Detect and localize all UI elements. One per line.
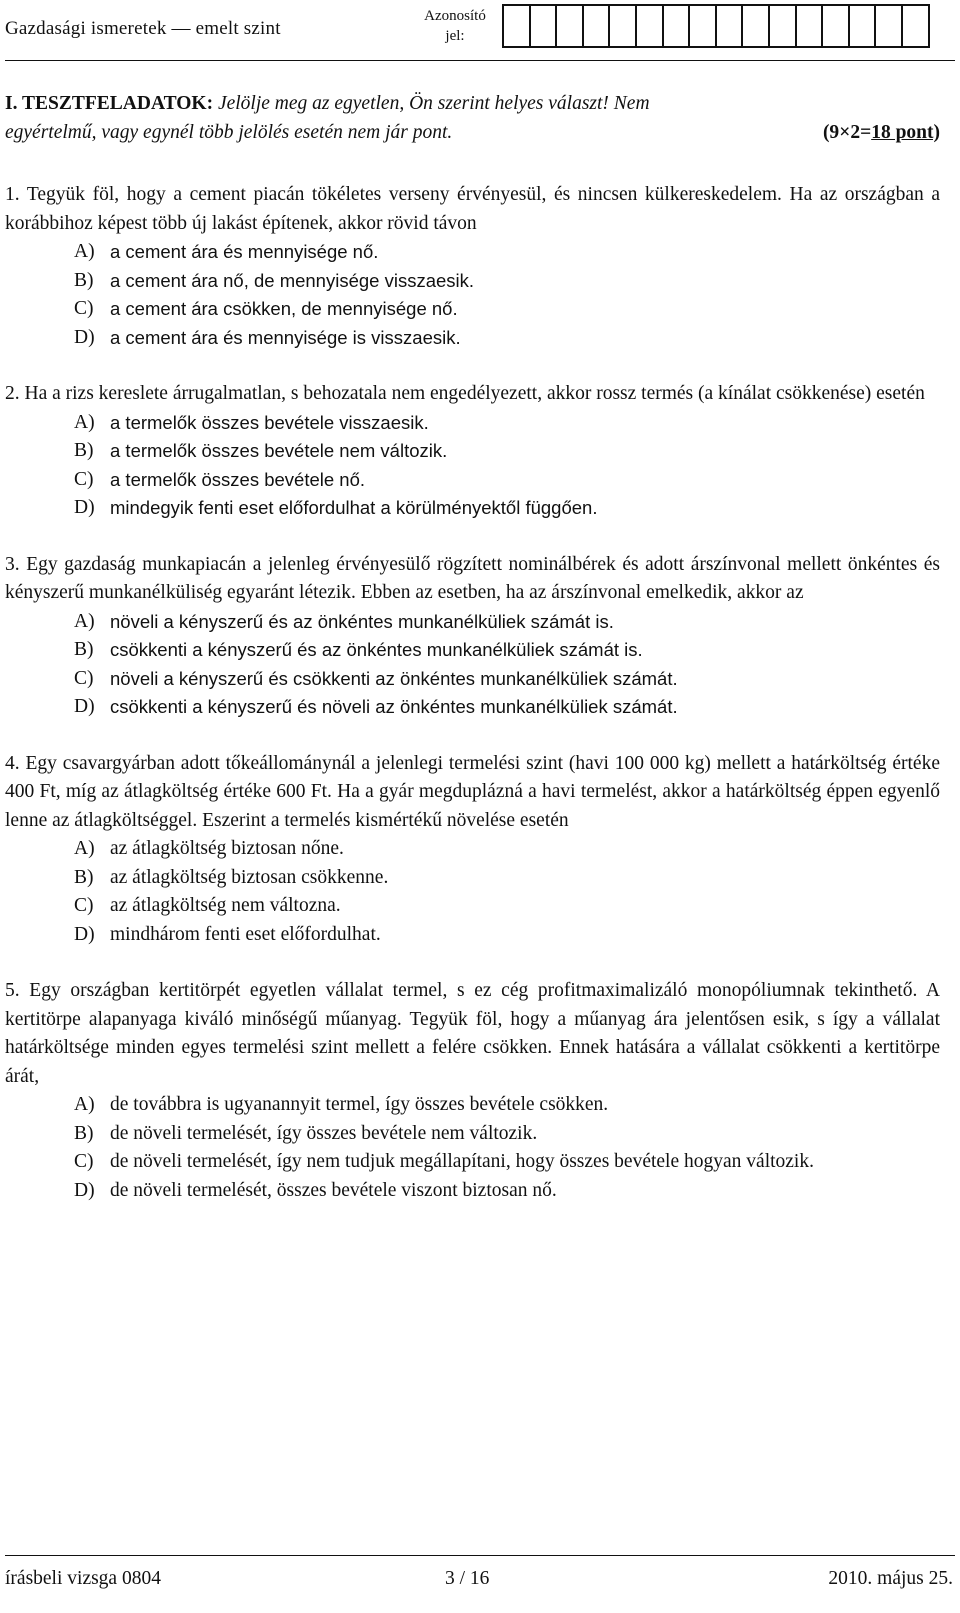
answer-option[interactable] — [5, 892, 940, 921]
question-stem: 3. Egy gazdaság munkapiacán a jelenleg érvényesülő rögzített nominálbérek és adott árszínvonal mellett önkéntes és kényszerű munkanélküliség egyaránt létezik. Ebben az esetben, ha az árszínvonal emelkedik, akkor az — [5, 553, 940, 603]
footer-divider — [5, 1555, 955, 1556]
option-text: mindegyik fenti eset előfordulhat a körülményektől függően. — [110, 497, 598, 518]
option-text: csökkenti a kényszerű és az önkéntes munkanélküliek számát is. — [110, 639, 643, 660]
option-text: a termelők összes bevétele nem változik. — [110, 440, 448, 461]
id-code-box[interactable] — [821, 4, 850, 48]
id-code-boxes — [502, 4, 928, 48]
option-text: az átlagköltség nem változna. — [110, 895, 341, 916]
option-text: mindhárom fenti eset előfordulhat. — [110, 923, 381, 945]
answer-option[interactable] — [5, 1148, 940, 1177]
option-key: D) — [74, 1179, 95, 1201]
option-key: D) — [74, 923, 95, 945]
option-key: A) — [74, 838, 95, 859]
option-text: a termelők összes bevétele visszaesik. — [110, 411, 429, 433]
id-code-box[interactable] — [768, 4, 797, 48]
option-text: növeli a kényszerű és az önkéntes munkanélküliek számát is. — [110, 610, 614, 632]
option-text: a cement ára és mennyisége is visszaesik. — [110, 326, 461, 348]
option-key: A) — [74, 610, 95, 632]
section-title-bold: I. TESZTFELADATOK: — [5, 93, 214, 114]
option-key: C) — [74, 895, 94, 916]
option-text: de növeli termelését, összes bevétele viszont biztosan nő. — [110, 1179, 557, 1201]
answer-option[interactable] — [5, 1177, 940, 1206]
section-instructions-2: egyértelmű, vagy egynél több jelölés esetén nem jár pont. — [5, 121, 453, 143]
answer-option[interactable] — [5, 1091, 940, 1120]
answer-options — [5, 409, 940, 523]
option-text: de továbbra is ugyanannyit termel, így összes bevétele csökken. — [110, 1094, 609, 1115]
answer-option[interactable] — [5, 693, 940, 722]
section-instructions-1: Jelölje meg az egyetlen, Ön szerint helyes választ! Nem — [217, 93, 650, 114]
answer-options — [5, 608, 940, 722]
answer-option[interactable] — [5, 324, 940, 353]
option-text: de növeli termelését, így összes bevétele nem változik. — [110, 1122, 538, 1144]
option-key: D) — [74, 497, 95, 518]
id-code-box[interactable] — [582, 4, 611, 48]
id-code-box[interactable] — [901, 4, 930, 48]
question-stem: 1. Tegyük föl, hogy a cement piacán tökéletes verseny érvényesül, és nincsen külkereskedelem. Ha az országban a korábbihoz képest több új lakást építenek, akkor rövid távon — [5, 184, 940, 234]
id-label-line1: Azonosító — [424, 8, 486, 24]
option-key: D) — [74, 696, 95, 717]
answer-option[interactable] — [5, 665, 940, 694]
id-label — [415, 6, 495, 46]
option-key: B) — [74, 1122, 94, 1144]
answer-option[interactable] — [5, 864, 940, 893]
question-2 — [5, 380, 940, 523]
answer-option[interactable] — [5, 437, 940, 466]
answer-option[interactable] — [5, 409, 940, 438]
header-title: Gazdasági ismeretek — emelt szint — [5, 18, 281, 39]
answer-options — [5, 1091, 940, 1205]
option-text: csökkenti a kényszerű és növeli az önkéntes munkanélküliek számát. — [110, 696, 678, 717]
question-4 — [5, 750, 940, 950]
section-title — [5, 90, 940, 119]
option-key: A) — [74, 1094, 95, 1115]
answer-option[interactable] — [5, 267, 940, 296]
option-key: D) — [74, 326, 95, 348]
answer-option[interactable] — [5, 835, 940, 864]
option-text: a cement ára nő, de mennyisége visszaesik. — [110, 269, 475, 291]
option-key: B) — [74, 440, 94, 461]
option-key: C) — [74, 468, 94, 490]
header-divider — [5, 60, 955, 61]
id-code-box[interactable] — [688, 4, 717, 48]
id-code-box[interactable] — [635, 4, 664, 48]
id-code-box[interactable] — [715, 4, 744, 48]
footer-page-number: 3 / 16 — [445, 1568, 490, 1589]
question-stem: 5. Egy országban kertitörpét egyetlen vállalat termel, s ez cég profitmaximalizáló monopóliumnak tekinthető. A kertitörpe alapanyaga kiváló minőségű műanyag. Tegyük föl, hogy a műanyag ára jelentősen esik, s így a vállalat határköltsége minden egyes termelési szint mellett a felére csökken. Ennek hatására a vállalat csökkenti a kertitörpe árát, — [5, 980, 940, 1087]
question-stem: 4. Egy csavargyárban adott tőkeállománynál a jelenlegi termelési szint (havi 100 000 kg) mellett a határköltség értéke 400 Ft, míg az átlagköltség értéke 600 Ft. Ha a gyár megduplázná a havi termelést, akkor a határköltség éppen egyenlő lenne az átlagköltséggel. Eszerint a termelés kismértékű növelése esetén — [5, 752, 940, 831]
option-text: de növeli termelését, így nem tudjuk megállapítani, hogy összes bevétele hogyan változik. — [110, 1151, 814, 1172]
id-code-box[interactable] — [874, 4, 903, 48]
question-stem: 2. Ha a rizs kereslete árrugalmatlan, s behozatala nem engedélyezett, akkor rossz termés (a kínálat csökkenése) esetén — [5, 383, 925, 404]
option-text: a termelők összes bevétele nő. — [110, 468, 366, 490]
id-code-box[interactable] — [848, 4, 877, 48]
id-code-box[interactable] — [741, 4, 770, 48]
option-key: B) — [74, 866, 94, 888]
option-key: B) — [74, 639, 94, 660]
option-text: a cement ára és mennyisége nő. — [110, 241, 379, 262]
option-key: A) — [74, 411, 95, 433]
id-code-box[interactable] — [502, 4, 531, 48]
footer-date: 2010. május 25. — [828, 1568, 953, 1589]
answer-option[interactable] — [5, 636, 940, 665]
option-text: az átlagköltség biztosan nőne. — [110, 838, 344, 859]
option-text: növeli a kényszerű és csökkenti az önkéntes munkanélküliek számát. — [110, 667, 678, 689]
question-3 — [5, 551, 940, 722]
option-key: C) — [74, 667, 94, 689]
answer-options — [5, 835, 940, 949]
answer-option[interactable] — [5, 921, 940, 950]
option-text: az átlagköltség biztosan csökkenne. — [110, 866, 389, 888]
option-key: A) — [74, 241, 95, 262]
id-code-box[interactable] — [555, 4, 584, 48]
option-key: C) — [74, 298, 94, 319]
answer-option[interactable] — [5, 238, 940, 267]
answer-option[interactable] — [5, 466, 940, 495]
question-1 — [5, 181, 940, 352]
option-key: C) — [74, 1151, 94, 1172]
footer-exam-id: írásbeli vizsga 0804 — [5, 1568, 161, 1589]
question-5 — [5, 977, 940, 1205]
id-code-box[interactable] — [608, 4, 637, 48]
page-content — [5, 90, 940, 1205]
section-instructions-row — [5, 119, 940, 148]
id-code-box[interactable] — [795, 4, 824, 48]
option-key: B) — [74, 269, 94, 291]
section-points: (9×2=18 pont) — [822, 121, 940, 143]
answer-options — [5, 238, 940, 352]
answer-option[interactable] — [5, 1120, 940, 1149]
option-text: a cement ára csökken, de mennyisége nő. — [110, 298, 458, 319]
answer-option[interactable] — [5, 608, 940, 637]
question-list — [5, 181, 940, 1205]
answer-option[interactable] — [5, 494, 940, 523]
id-code-box[interactable] — [529, 4, 558, 48]
id-label-line2: jel: — [445, 28, 465, 44]
times-symbol: × — [839, 121, 851, 143]
id-code-box[interactable] — [662, 4, 691, 48]
page-header — [5, 0, 955, 60]
answer-option[interactable] — [5, 295, 940, 324]
